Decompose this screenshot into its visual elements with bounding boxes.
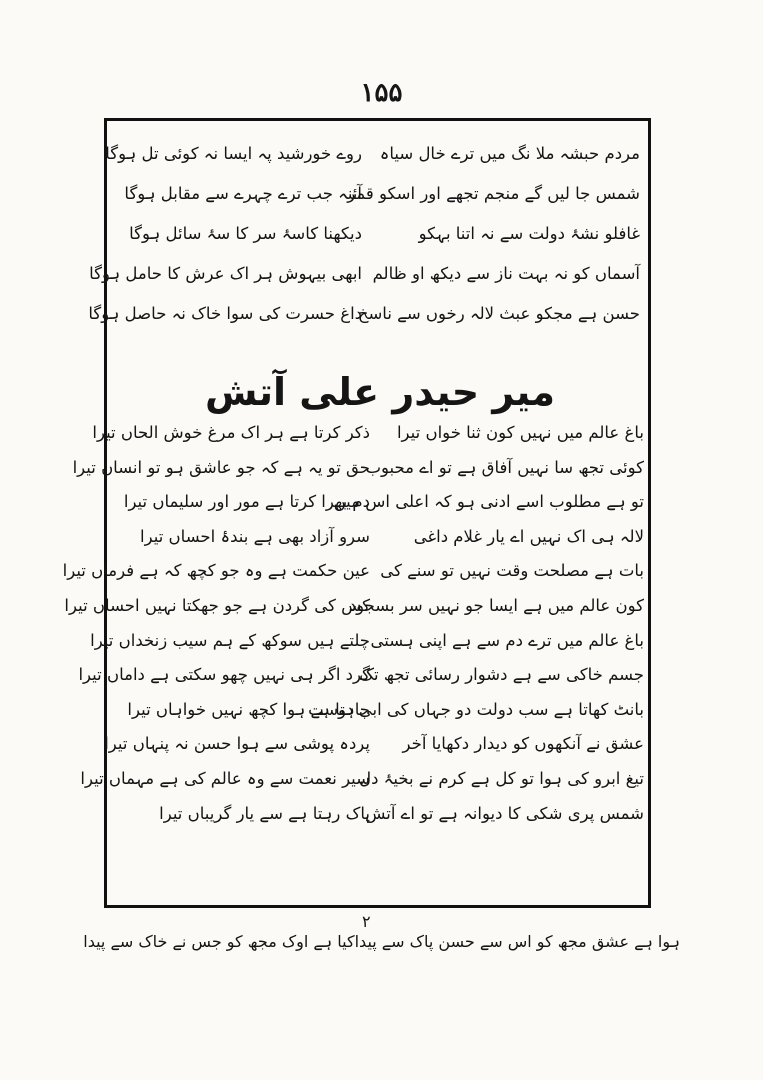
verse-line: جسم خاکی سے ہے دشوار رسائی تجھ تک: [359, 665, 644, 685]
verse-line: ذکر کرتا ہے ہر اک مرغ خوش الحاں تیرا: [92, 422, 370, 442]
verse-line: کس کی گردن ہے جو جھکتا نہیں احساں تیرا: [64, 595, 370, 615]
verse-line: سیر نعمت سے وہ عالم کی ہے مہماں تیرا: [80, 768, 370, 788]
verse-line: کوئی تجھ سا نہیں آفاق ہے تو اے محبوب: [365, 457, 644, 477]
verse-line: دم بھرا کرتا ہے مور اور سلیماں تیرا: [123, 492, 370, 512]
verse-line: باغ عالم میں ترے دم سے ہے اپنی ہستی: [370, 630, 644, 650]
verse-line: دیکھنا کاسۂ سر کا سۂ سائل ہوگا: [129, 223, 362, 243]
poet-heading: میر حیدر علی آتش: [204, 370, 555, 414]
verse-line: شمس جا لیں گے منجم تجھے اور اسکو قمر: [347, 183, 640, 203]
page-number: ۱۵۵: [360, 78, 403, 108]
verse-line: بات ہے مصلحت وقت نہیں تو سنے کی: [380, 561, 644, 581]
verse-line: حق تو یہ ہے کہ جو عاشق ہو تو انساں تیرا: [72, 457, 370, 477]
verse-line: پردہ پوشی سے ہوا حسن نہ پنہاں تیرا: [104, 734, 370, 754]
verse-line: باغ عالم میں نہیں کون ثنا خواں تیرا: [396, 422, 644, 442]
verse-line: چلتے ہیں سوکھ کے ہم سیب زنخداں تیرا: [90, 630, 370, 650]
top-right-column: [347, 134, 640, 334]
verse-line: روے خورشید پہ ایسا نہ کوئی تل ہوگا: [105, 143, 362, 163]
verse-line: شمس پری شکی کا دیوانہ ہے تو اے آتش: [365, 803, 644, 823]
verse-line: گرد اگر ہی نہیں چھو سکتی ہے داماں تیرا: [78, 665, 370, 685]
top-left-column: [88, 134, 362, 334]
verse-line: مردم حبشہ ملا نگ میں ترے خال سیاہ: [379, 143, 640, 163]
verse-line: ابھی بیہوش ہر اک عرش کا حامل ہوگا: [89, 263, 362, 283]
footer-verse-left: کیا ہے اوک مجھ کو جس نے خاک سے پیدا: [83, 932, 355, 951]
verse-line: تیغ ابرو کی ہوا تو کل ہے کرم نے بخیۂ دل: [359, 768, 644, 788]
verse-line: عشق نے آنکھوں کو دیدار دکھایا آخر: [402, 734, 644, 754]
verse-line: لالہ ہی اک نہیں اے یار غلام داغی: [413, 526, 644, 546]
verse-line: حسن ہے مجکو عبث لالہ رخوں سے ناسخ: [357, 303, 640, 323]
verse-line: چاہتا ہے ہوا کچھ نہیں خواہاں تیرا: [127, 699, 370, 719]
bottom-right-column: [308, 416, 644, 831]
footer-numeral: ۲: [362, 912, 371, 931]
verse-line: داغ حسرت کی سوا خاک نہ حاصل ہوگا: [88, 303, 362, 323]
verse-line: پاک رہتا ہے سے یار گریباں تیرا: [159, 803, 370, 823]
verse-line: کون عالم میں ہے ایسا جو نہیں سر بسجود: [348, 595, 644, 615]
verse-line: عین حکمت ہے وہ جو کچھ کہ ہے فرماں تیرا: [62, 561, 370, 581]
footer-verse: [83, 932, 680, 951]
verse-line: سرو آزاد بھی ہے بندۂ احساں تیرا: [140, 526, 370, 546]
bottom-left-column: [62, 416, 370, 831]
verse-line: آئنہ جب ترے چہرے سے مقابل ہوگا: [124, 183, 362, 203]
verse-line: تو ہے مطلوب اسے ادنی ہو کہ اعلی اس میں: [333, 492, 644, 512]
verse-line: آسماں کو نہ بہت ناز سے دیکھ او ظالم: [372, 263, 640, 283]
verse-line: غافلو نشۂ دولت سے نہ اتنا بہکو: [418, 223, 640, 243]
footer-verse-right: ہوا ہے عشق مجھ کو اس سے حسن پاک سے پیدا: [354, 932, 680, 951]
verse-line: بانٹ کھاتا ہے سب دولت دو جہاں کی ابی دوست: [308, 699, 644, 719]
